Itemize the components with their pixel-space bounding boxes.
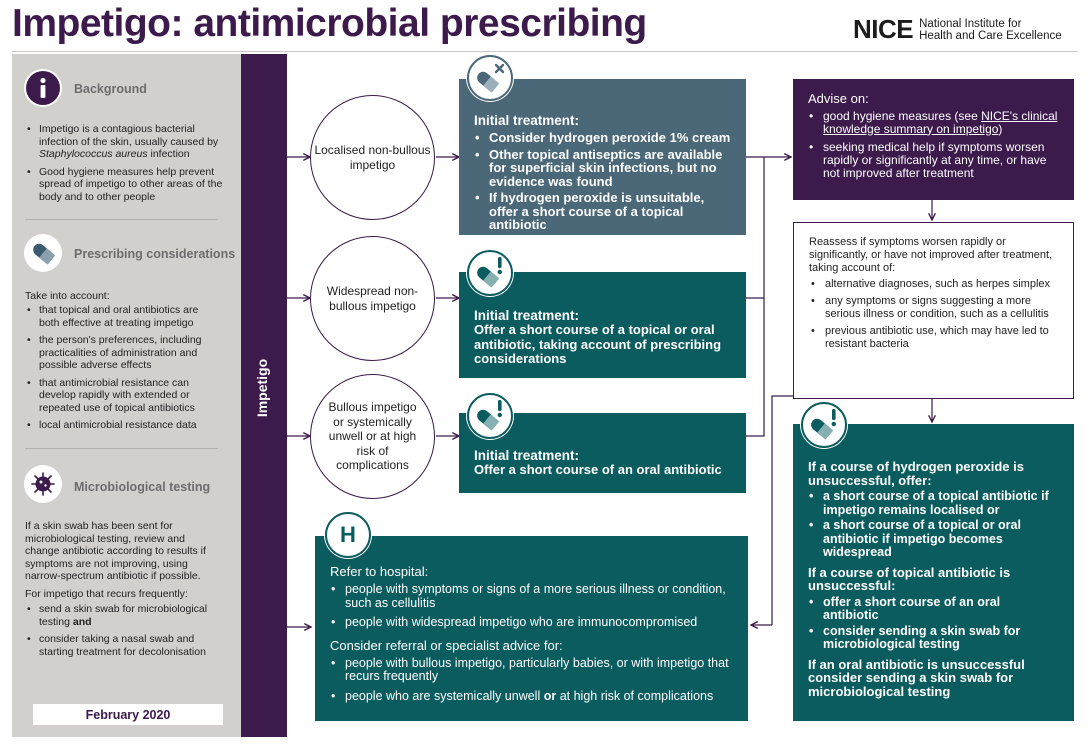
unsuccessful-list-1: [808, 490, 1059, 560]
list-item: • any symptoms or signs suggesting a more serious illness or condition, such as a cellulitis: [809, 295, 1058, 321]
list-item: • Other topical antiseptics are available for superficial skin infections, but no evidence was found: [474, 148, 731, 189]
page-title: Impetigo: antimicrobial prescribing: [12, 2, 647, 45]
impetigo-label: Impetigo: [254, 358, 270, 418]
localised-treatment-head: Initial treatment:: [474, 113, 580, 128]
unsuccessful-head-2: If a course of topical antibiotic is unsuccessful:: [808, 564, 1011, 593]
list-item: • offer a short course of an oral antibiotic: [808, 596, 1059, 623]
nice-logo-line1: National Institute for: [919, 17, 1022, 30]
hospital-icon: [324, 511, 372, 559]
pill-cross-icon: [466, 54, 514, 102]
unsuccessful-head-1: If a course of hydrogen peroxide is unsuccessful, offer:: [808, 459, 1024, 488]
advise-head: Advise on:: [808, 91, 869, 106]
widespread-circle: Widespread non-bullous impetigo: [310, 236, 435, 361]
list-item: • that topical and oral antibiotics are both effective at treating impetigo: [25, 304, 220, 329]
bullous-circle: Bullous impetigo or systemically unwell or at high risk of complications: [310, 374, 435, 499]
date-label: February 2020: [33, 704, 223, 725]
hospital-icon-letter: H: [340, 522, 356, 547]
list-item: • people with widespread impetigo who are immunocompromised: [330, 616, 733, 630]
advise-list: [808, 110, 1059, 180]
list-item: • consider taking a nasal swab and starting treatment for decolonisation: [25, 633, 225, 658]
list-item: • that antimicrobial resistance can develop rapidly with extended or repeated use of topical antibiotics: [25, 377, 220, 415]
list-item: • seeking medical help if symptoms worsen rapidly or significantly at any time, or have not improved after treatment: [808, 141, 1059, 180]
localised-treatment-box: [459, 79, 746, 235]
connector-reassess-to-hospital: [772, 396, 793, 625]
unsuccessful-list-2: [808, 596, 1059, 652]
widespread-treatment-head: Initial treatment:: [474, 308, 580, 323]
widespread-treatment-text: Offer a short course of a topical or oral antibiotic, taking account of prescribing considerations: [474, 322, 722, 366]
background-title: Background: [74, 82, 147, 96]
list-item: • good hygiene measures (see NICE's clinical knowledge summary on impetigo): [808, 110, 1059, 136]
nice-logo-mark: NICE: [853, 14, 914, 44]
hospital-box: [315, 536, 748, 721]
connector-bullous: [746, 157, 764, 436]
bullous-treatment-text: Offer a short course of an oral antibiotic: [474, 462, 722, 477]
localised-treatment-list: [474, 131, 731, 232]
list-item: • local antimicrobial resistance data: [25, 419, 220, 432]
hospital-head: Refer to hospital:: [330, 564, 429, 579]
list-item: • Good hygiene measures help prevent spread of impetigo to other areas of the body and to other people: [25, 166, 233, 204]
list-item: • If hydrogen peroxide is unsuitable, offer a short course of a topical antibiotic: [474, 191, 731, 232]
hospital-list: [330, 583, 733, 630]
reassess-intro: Reassess if symptoms worsen rapidly or significantly, or have not improved after treatment, taking account of:: [809, 236, 1053, 274]
list-item: • Consider hydrogen peroxide 1% cream: [474, 131, 731, 145]
advise-box: [793, 79, 1074, 200]
bullous-treatment-head: Initial treatment:: [474, 448, 580, 463]
pill-alert-icon: [466, 392, 514, 440]
cks-link[interactable]: NICE's clinical knowledge summary on impetigo: [823, 108, 1058, 136]
list-item: • Impetigo is a contagious bacterial infection of the skin, usually caused by Staphylococcus aureus infection: [25, 123, 233, 161]
list-item: • a short course of a topical antibiotic if impetigo remains localised or: [808, 490, 1059, 517]
list-item: • previous antibiotic use, which may have led to resistant bacteria: [809, 325, 1058, 351]
pill-alert-icon: [800, 401, 848, 449]
micro-recurs-intro: For impetigo that recurs frequently:: [25, 588, 188, 600]
list-item: • consider sending a skin swab for microbiological testing: [808, 625, 1059, 652]
reassess-box: [793, 222, 1074, 399]
list-item: • people with bullous impetigo, particularly babies, or with impetigo that recurs frequently: [330, 657, 733, 684]
list-item: • people who are systemically unwell or at high risk of complications: [330, 690, 733, 704]
unsuccessful-box: [793, 424, 1074, 721]
prescribing-title: Prescribing considerations: [74, 247, 236, 261]
nice-logo-line2: Health and Care Excellence: [919, 29, 1062, 42]
list-item: • people with symptoms or signs of a more serious illness or condition, such as cellulitis: [330, 583, 733, 610]
localised-circle: Localised non-bullous impetigo: [310, 95, 435, 220]
pill-alert-icon: [466, 249, 514, 297]
list-item: • alternative diagnoses, such as herpes simplex: [809, 278, 1058, 291]
list-item: • a short course of a topical or oral antibiotic if impetigo becomes widespread: [808, 519, 1059, 560]
unsuccessful-head-3: If an oral antibiotic is unsuccessful consider sending a skin swab for microbiological testing: [808, 656, 1025, 699]
reassess-list: [809, 278, 1058, 351]
hospital-list-2: [330, 657, 733, 704]
prescribing-intro: Take into account:: [25, 290, 110, 302]
micro-paragraph: If a skin swab has been sent for microbiological testing, review and change antibiotic according to results if symptoms are not improving, using narrow-spectrum antibiotic if possible.: [25, 520, 206, 582]
list-item: • send a skin swab for microbiological testing and: [25, 603, 225, 628]
list-item: • the person's preferences, including practicalities of administration and possible adverse effects: [25, 334, 220, 372]
micro-title: Microbiological testing: [74, 480, 211, 494]
hospital-head-2: Consider referral or specialist advice for:: [330, 637, 563, 653]
